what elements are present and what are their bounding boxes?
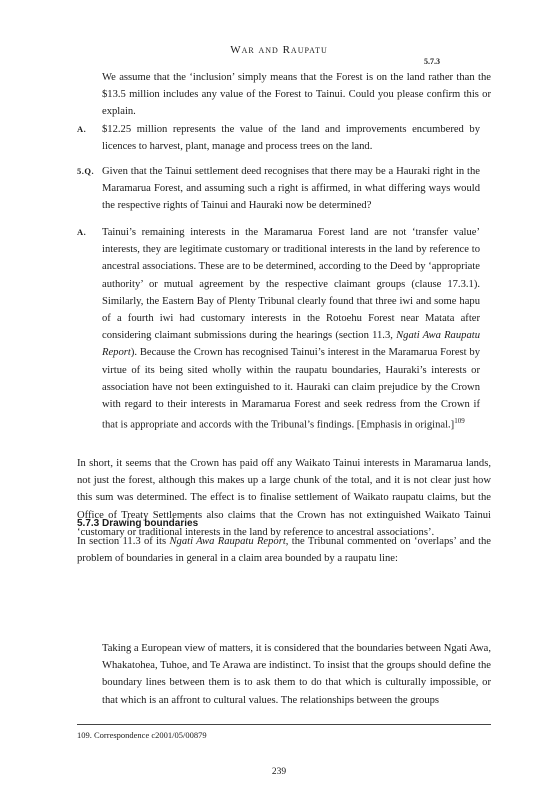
body-paragraph: In short, it seems that the Crown has paid off any Waikato Tainui interests in Maramarua lands, not just the forest, although this makes up a large chunk of the total, and it is not clear just how this sum was determined. The effect is to finalise settlement of Waikato raupatu claims, but the Office of Treaty Settlements also claims that the Crown has not extinguished Waikato Tainui ‘customary or traditional interests in the land by reference to ancestral associations’.	[77, 458, 491, 538]
section-paragraph-part-1: In section 11.3 of its	[77, 536, 170, 547]
section-heading: 5.7.3 Drawing boundaries	[77, 518, 199, 529]
answer-2-text-part-1: Tainui’s remaining interests in the Maramarua Forest land are not ‘transfer value’ interests, they are legitimate customary or traditional interests in the land by reference to ancestral associations. These are to be determined, according to the Deed by ‘appropriate authority’ or mutual agreement by the respective claimant groups (clause 17.3.1). Similarly, the Eastern Bay of Plenty Tribunal clearly found that three iwi and some hapu of a fourth iwi had customary interests in the Rotoehu Forest near Matata after considering claimant submissions during the hearings (section 11.3,	[102, 227, 480, 342]
answer-2	[77, 224, 491, 448]
answer-2-text-part-2: ). Because the Crown has recognised Tainui’s interest in the Maramarua Forest by virtue of its being sited wholly within the raupatu boundaries, Hauraki’s interests or association have not been extinguished to it. Hauraki can claim prejudice by the Crown with regard to their interests in Maramarua Forest and seek redress from the Crown if that is appropriate and accords with the Tribunal’s findings. [Emphasis in original.]	[102, 347, 480, 431]
question-2-tag: 5.Q.	[77, 166, 95, 176]
running-head: War and Raupatu	[230, 44, 328, 56]
footnote-ref: 109	[454, 417, 465, 426]
footnote-rule	[77, 724, 491, 725]
section-paragraph-part-2: , the Tribunal commented on ‘overlaps’ and the problem of boundaries in general in a claim area bounded by a raupatu line:	[77, 536, 492, 565]
report-title-italic: Ngati Awa Raupatu Report	[102, 330, 480, 359]
final-quote: Taking a European view of matters, it is considered that the boundaries between Ngati Awa, Whakatohea, Tuhoe, and Te Arawa are indistinct. To insist that the groups should define the boundary lines between them is to ask them to do that which is culturally impossible, or that which is an affront to cultural values. The relationships between the groups	[102, 643, 491, 706]
intro-quote: We assume that the ‘inclusion’ simply means that the Forest is on the land rather than the $13.5 million includes any value of the Forest to Tainui. Could you please confirm this or explain.	[102, 72, 491, 118]
section-report-italic: Ngati Awa Raupatu Report	[169, 536, 286, 547]
page-number: 239	[271, 767, 287, 777]
answer-1-tag: A.	[77, 124, 87, 134]
question-2-text: Given that the Tainui settlement deed recognises that there may be a Hauraki right in the Maramarua Forest, and assuming such a right is affirmed, in what differing ways would the respective rights of Tainui and Hauraki now be determined?	[102, 166, 480, 212]
answer-1	[77, 121, 491, 157]
answer-2-text	[102, 224, 480, 434]
answer-2-tag: A.	[77, 227, 87, 237]
section-reference: 5.7.3	[424, 57, 440, 66]
answer-1-text: $12.25 million represents the value of the land and improvements encumbered by licences to harvest, plant, manage and process trees on the land.	[102, 124, 480, 153]
section-paragraph	[77, 533, 491, 567]
question-2	[77, 163, 491, 217]
footnote: 109. Correspondence c2001/05/00879	[77, 730, 207, 740]
